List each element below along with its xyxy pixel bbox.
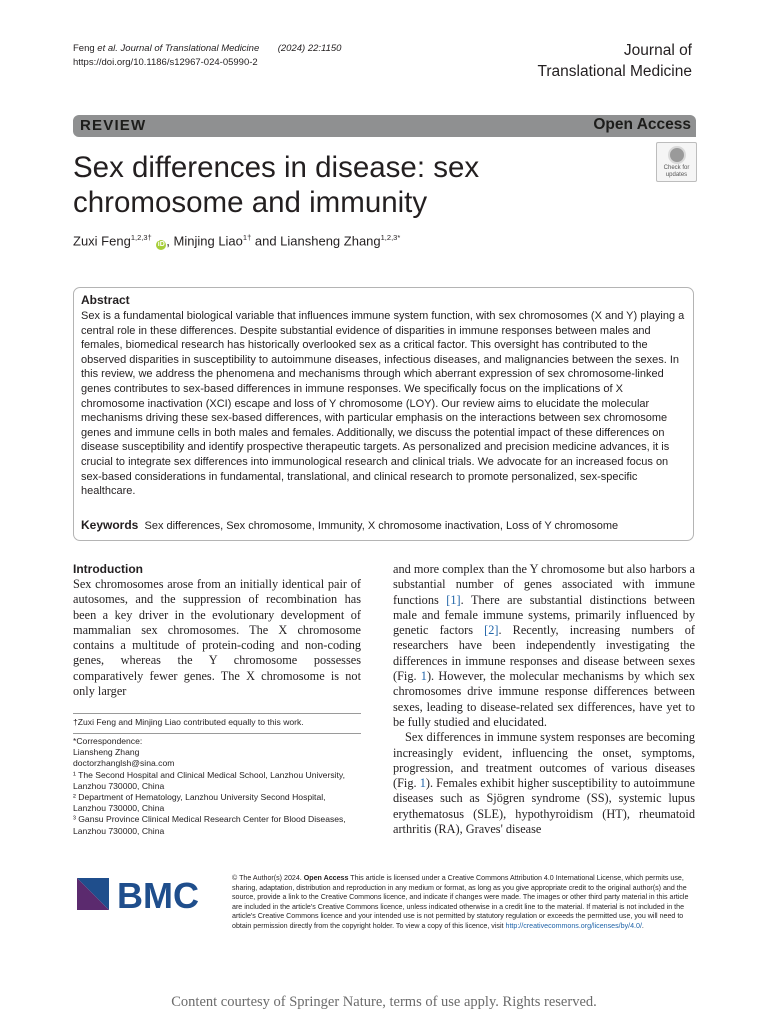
citation-ref-1[interactable]: [1] <box>446 592 461 607</box>
affiliation-3: ³ Gansu Province Clinical Medical Research Center for Blood Diseases, <box>73 814 346 825</box>
check-updates-line2: updates <box>665 171 688 178</box>
author-3[interactable]: and Liansheng Zhang <box>251 233 381 249</box>
article-type: REVIEW <box>80 117 147 134</box>
correspondence-label: *Correspondence: <box>73 736 143 746</box>
author-1[interactable]: Zuxi Feng <box>73 233 131 249</box>
doi-link[interactable]: https://doi.org/10.1186/s12967-024-05990-2 <box>73 57 258 68</box>
correspondence-name: Liansheng Zhang <box>73 747 140 758</box>
citation-header <box>73 42 341 70</box>
text-span: ). However, the molecular mechanisms by which sex chromosomes drive immune response differences between sexes, leading to disease-related sex differences, have yet to be fully studied and elucidated. <box>393 669 695 729</box>
author-3-affil: 1,2,3* <box>380 233 401 242</box>
author-2[interactable]: , Minjing Liao <box>166 233 243 249</box>
text-span: ). Females exhibit higher susceptibility to autoimmune diseases such as Sjögren syndrome (SS), systemic lupus erythematosus (SLE), hypothyroidism (HT), rheumatoid arthritis (RA), Graves' disease <box>393 776 696 837</box>
intro-paragraph-1: Sex chromosomes arose from an initially identical pair of autosomes, and the suppression of recombination has been a key driver in the evolutionary development of mammalian sex chromosomes. The X chromosome contains a multitude of protein-coding and non-coding genes, whereas the Y chromosome possesses comparatively fewer genes. The X chromosome is not only larger <box>73 577 361 699</box>
affiliation-3-city: Lanzhou 730000, China <box>73 825 165 836</box>
body-right-column <box>393 562 695 837</box>
affiliation-1: ¹ The Second Hospital and Clinical Medical School, Lanzhou University, <box>73 769 345 780</box>
journal-name <box>537 40 692 82</box>
correspondence-email[interactable]: doctorzhanglsh@sina.com <box>73 758 175 769</box>
footnote-divider <box>73 713 361 714</box>
check-updates-line1: Check for <box>663 165 690 171</box>
figure-ref-1b[interactable]: 1 <box>419 776 426 791</box>
intro-paragraph-1-cont <box>393 562 695 730</box>
equal-contribution-note: †Zuxi Feng and Minjing Liao contributed equally to this work. <box>73 717 304 727</box>
text-span: and more complex than the Y chromosome but also harbors a substantial number of genes associated with immune functions <box>393 562 695 607</box>
citation-journal: et al. Journal of Translational Medicine <box>97 43 260 54</box>
license-open-access: Open Access <box>303 874 349 882</box>
license-link[interactable]: http://creativecommons.org/licenses/by/4.0/ <box>505 921 642 930</box>
bmc-logo-text: BMC <box>117 875 199 914</box>
body-left-column <box>73 577 361 699</box>
bmc-logo <box>73 874 213 914</box>
keywords-label: Keywords <box>81 518 139 532</box>
author-2-affil: 1† <box>242 233 252 242</box>
open-access-label: Open Access <box>593 116 691 133</box>
author-1-affil: 1,2,3† <box>130 233 152 242</box>
intro-paragraph-2 <box>393 730 695 837</box>
keywords <box>81 518 685 533</box>
license-end: . <box>641 921 644 930</box>
figure-ref-1[interactable]: 1 <box>420 669 427 684</box>
license-text <box>232 874 692 932</box>
courtesy-watermark: Content courtesy of Springer Nature, terms of use apply. Rights reserved. <box>171 994 597 1010</box>
check-updates-icon <box>668 146 686 164</box>
journal-line1: Journal of <box>623 42 692 59</box>
orcid-icon[interactable]: iD <box>157 241 165 249</box>
correspondence-block <box>73 736 363 837</box>
check-for-updates-badge[interactable] <box>656 142 697 182</box>
affiliation-1-city: Lanzhou 730000, China <box>73 780 165 791</box>
citation-ref-2[interactable]: [2] <box>484 623 499 638</box>
keywords-text: Sex differences, Sex chromosome, Immunity, X chromosome inactivation, Loss of Y chromosome <box>144 520 619 532</box>
introduction-heading: Introduction <box>73 562 143 576</box>
affiliation-2: ² Department of Hematology, Lanzhou University Second Hospital, <box>73 792 326 803</box>
footnote-divider-2 <box>73 733 361 734</box>
affiliation-2-city: Lanzhou 730000, China <box>73 803 165 814</box>
license-prefix: © The Author(s) 2024. <box>232 874 304 882</box>
license-body: This article is licensed under a Creative Commons Attribution 4.0 International License, which permits use, sharing, adaptation, distribution and reproduction in any medium or format, as long as you give appropriate credit to the original author(s) and the source, provide a link to the Creative Commons licence, and indicate if changes were made. The images or other third party material in this article are included in the article's Creative Commons licence, unless indicated otherwise in a credit line to the material. If material is not included in the article's Creative Commons licence and your intended use is not permitted by statutory regulation or exceeds the permitted use, you will need to obtain permission directly from the copyright holder. To view a copy of this licence, visit <box>232 874 689 930</box>
abstract-text: Sex is a fundamental biological variable that influences immune system function, with sex chromosomes (X and Y) playing a central role in these differences. Despite substantial evidence of disparities in immune responses between males and females, biomedical research has historically overlooked sex as a critical factor. This oversight has contributed to the observed disparities in susceptibility to autoimmune diseases, infectious diseases, and malignancies between the sexes. In this review, we address the phenomena and mechanisms through which aberrant expression of sex chromosome-linked genes contributes to sex-based differences in immune responses. We specifically focus on the implications of X chromosome inactivation (XCI) escape and loss of Y chromosome (LOY). Our review aims to elucidate the molecular mechanisms driving these sex-based differences, with particular emphasis on the interactions between sex chromosome genes and immune cells in both males and females. Additionally, we discuss the potential impact of these differences on disease susceptibility and identify prospective therapeutic targets. As personalized and precision medicine advances, it is crucial to integrate sex differences into immunological research and clinical trials. We advocate for an increased focus on sex-based considerations in fundamental, translational, and clinical research to promote personalized, sex-specific healthcare. <box>81 310 685 498</box>
text-span: Sex differences in immune system responses are becoming increasingly evident, influencing the onset, symptoms, progression, and treatment outcomes of various diseases (Fig. <box>393 730 695 791</box>
author-list <box>73 229 400 250</box>
citation-year: (2024) 22:1150 <box>277 43 342 54</box>
citation-authors: Feng <box>73 43 95 54</box>
text-span: . There are substantial distinctions between male and female immune systems, primarily influenced by genetic factors <box>393 592 695 638</box>
abstract-heading: Abstract <box>81 293 130 307</box>
article-title: Sex differences in disease: sex chromosome and immunity <box>73 151 480 219</box>
text-span: . Recently, increasing numbers of researchers have been independently investigating the differences in immune responses and disease between sexes (Fig. <box>393 623 696 684</box>
journal-line2: Translational Medicine <box>537 63 692 80</box>
